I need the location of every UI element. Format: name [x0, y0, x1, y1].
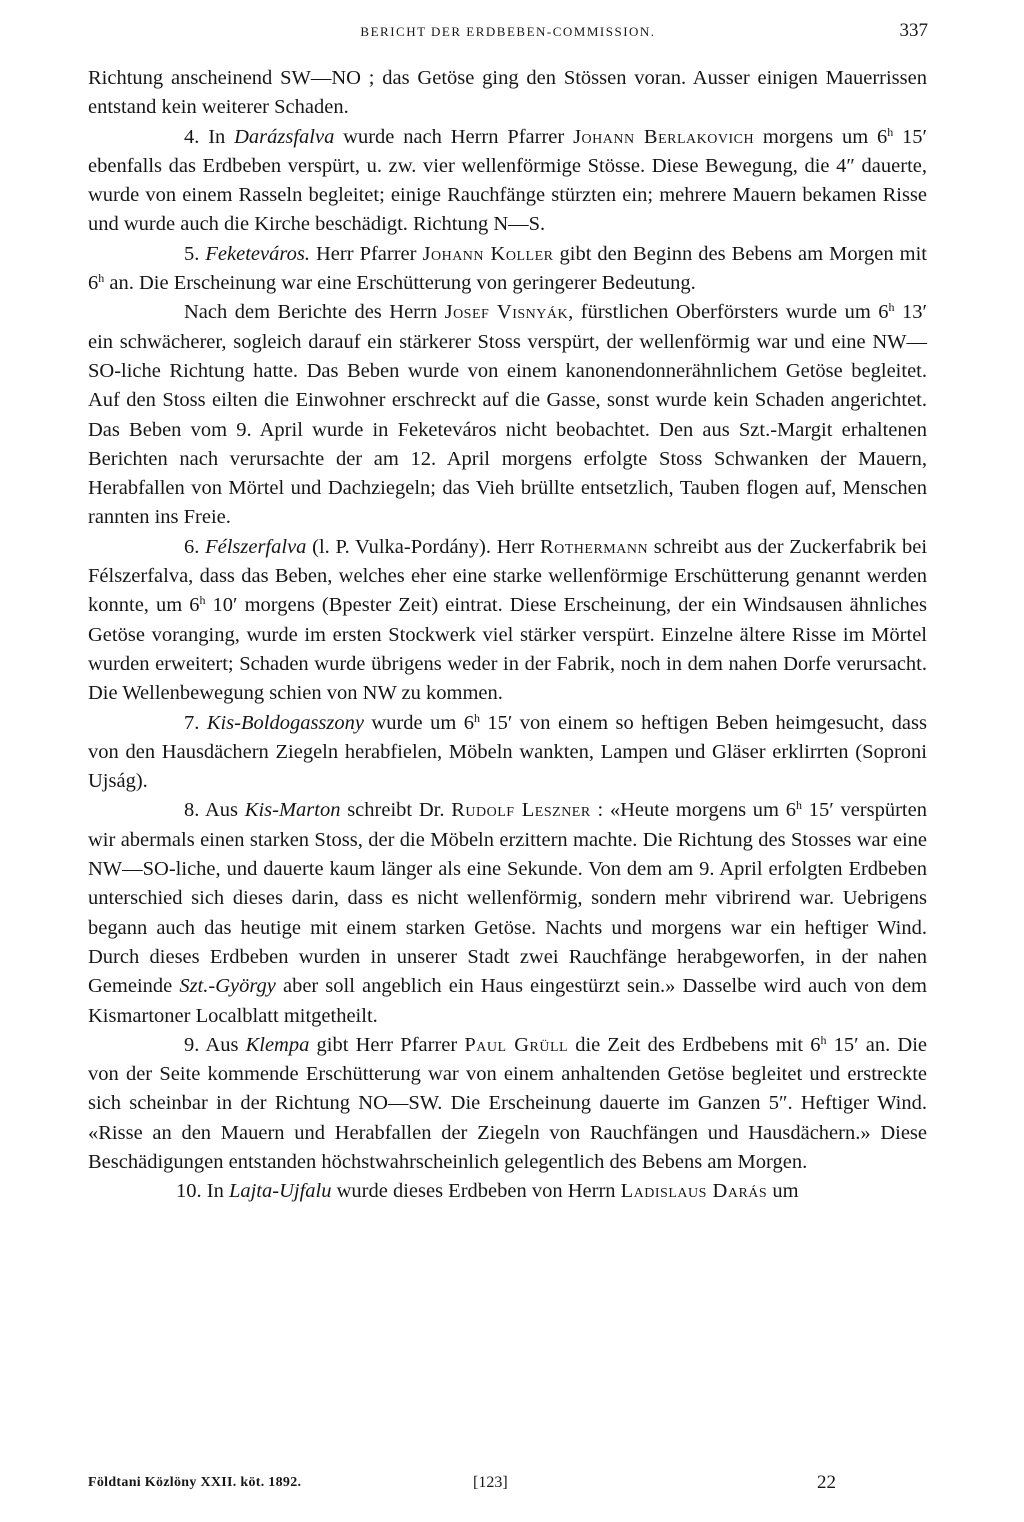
hour-superscript: h [473, 710, 480, 725]
paragraph-5-continued [88, 298, 927, 532]
running-title: BERICHT DER ERDBEBEN-COMMISSION. [360, 24, 656, 39]
text-run: wurde um 6 [364, 711, 474, 734]
page-header [88, 20, 928, 44]
page-footer [88, 1472, 928, 1500]
paragraph-continuation [88, 64, 927, 123]
text-run: die Zeit des Erdbebens mit 6 [568, 1033, 821, 1056]
sheet-number: [123] [473, 1474, 508, 1491]
paragraph-9 [88, 1031, 927, 1177]
item-number: 7. [184, 711, 207, 734]
place-name: Kis-Boldogasszony [206, 711, 364, 734]
body-text [88, 64, 927, 1207]
person-name: Paul Grüll [464, 1033, 569, 1056]
paragraph-5 [88, 240, 927, 299]
place-name: Kis-Marton [244, 799, 341, 822]
item-number: 10. In [176, 1180, 229, 1203]
text-run: 10′ morgens (Bpester Zeit) eintrat. Diese Erscheinung, der ein Windsausen ähnliches Getöse voranging, wurde im ersten Stockwerk viel stärker verspürt. Einzelne ältere Risse im Mörtel wurden erweitert; Schaden wurde übrigens weder in der Fabrik, noch in dem nahen Dorfe verursacht. Die Wellenbewegung schien von NW zu kommen. [88, 594, 927, 705]
text-run: Herr Pfarrer [309, 242, 423, 265]
journal-citation: Földtani Közlöny XXII. köt. 1892. [88, 1475, 302, 1490]
text-run: , fürstlichen Oberförsters wurde um 6 [568, 301, 889, 324]
hour-superscript: h [795, 798, 802, 813]
text-run: 13′ ein schwächerer, sogleich darauf ein stärkerer Stoss verspürt, der wellenförmig war und eine NW—SO-liche Richtung hatte. Das Beben wurde von einem kanonendonnerähnlichem Getöse begleitet. Auf den Stoss eilten die Einwohner erschreckt auf die Gasse, sonst wurde kein Schaden angerichtet. Das Beben vom 9. April wurde in Feketeváros nicht beobachtet. Den aus Szt.-Margit erhaltenen Berichten nach verursachte der am 12. April morgens erfolgte Stoss Schwanken der Mauern, Herabfallen von Mörtel und Dachziegeln; das Vieh brüllte entsetzlich, Tauben flogen auf, Menschen rannten ins Freie. [88, 301, 927, 529]
item-number: 5. [184, 242, 206, 265]
paragraph-8 [88, 796, 927, 1030]
item-number: 9. Aus [184, 1033, 246, 1056]
text-run: aber soll angeblich ein Haus eingestürzt sein.» Dasselbe wird auch von dem Kismartoner Localblatt mitgetheilt. [88, 975, 927, 1027]
text-run: wurde dieses Erdbeben von Herrn [331, 1180, 621, 1203]
item-number: 6. [184, 535, 206, 558]
place-name: Darázsfalva [234, 125, 335, 148]
person-name: Rothermann [539, 535, 649, 558]
text-run: 15′ verspürten wir abermals einen starken Stoss, der die Möbeln erzittern machte. Die Richtung des Stosses war eine NW—SO-liche, und dauerte kaum länger als eine Sekunde. Von dem am 9. April erfolgten Erdbeben unterschied sich dieses darin, dass es nicht wellenförmig, sondern mehr vibrirend war. Uebrigens begann auch das heutige mit einem starken Getöse. Nachts und morgens war ein heftiger Wind. Durch dieses Erdbeben wurden in unserer Stadt zwei Rauchfänge herabgeworfen, in der nahen Gemeinde [88, 799, 927, 998]
text-run: gibt Herr Pfarrer [309, 1033, 465, 1056]
text-run: an. Die Erscheinung war eine Erschütterung von geringerer Bedeutung. [104, 272, 696, 295]
place-name: Lajta-Ujfalu [228, 1180, 332, 1203]
paragraph-7 [88, 709, 927, 797]
hour-superscript: h [199, 593, 206, 608]
text-run: : «Heute morgens um 6 [590, 799, 796, 822]
place-name: Félszerfalva [205, 535, 307, 558]
person-name: Ladislaus Darás [620, 1180, 768, 1203]
hour-superscript: h [98, 271, 105, 286]
text-run: wurde nach Herrn Pfarrer [334, 125, 574, 148]
text-run: schreibt aus der Zuckerfabrik bei Félszerfalva, dass das Beben, welches eher eine starke wellenförmige Erschütterung genannt werden konnte, um 6 [88, 535, 928, 617]
paragraph-6 [88, 533, 927, 709]
place-name: Szt.-György [179, 975, 276, 998]
paragraph-text: Richtung anscheinend SW—NO ; das Getöse ging den Stössen voran. Ausser einigen Mauerrissen entstand kein weiterer Schaden. [88, 67, 927, 119]
page-number: 337 [899, 20, 928, 41]
text-run: (l. P. Vulka-Pordány). Herr [306, 535, 540, 558]
hour-superscript: h [887, 124, 894, 139]
person-name: Rudolf Leszner [451, 799, 591, 822]
person-name: Johann Berlakovich [573, 125, 755, 148]
place-name: Klempa [245, 1033, 310, 1056]
text-run: um [767, 1180, 799, 1203]
item-number: 4. In [184, 125, 235, 148]
text-run: schreibt Dr. [340, 799, 452, 822]
text-run: Nach dem Berichte des Herrn [184, 301, 445, 324]
person-name: Josef Visnyák [444, 301, 569, 324]
hour-superscript: h [820, 1032, 827, 1047]
place-name: Feketeváros. [205, 242, 310, 265]
hour-superscript: h [888, 300, 895, 315]
text-run: morgens um 6 [754, 125, 888, 148]
person-name: Johann Koller [422, 242, 554, 265]
signature-mark: 22 [817, 1472, 836, 1493]
text-run: 15′ von einem so heftigen Beben heimgesucht, dass von den Hausdächern Ziegeln herabfielen, Möbeln wankten, Lampen und Gläser erklirrten (Soproni Ujság). [88, 711, 927, 793]
text-run: 15′ ebenfalls das Erdbeben verspürt, u. zw. vier wellenförmige Stösse. Diese Bewegung, die 4″ dauerte, wurde von einem Rasseln begleitet; einige Rauchfänge stürzten ein; mehrere Mauern bekamen Risse und wurde auch die Kirche beschädigt. Richtung N—S. [88, 125, 928, 236]
item-number: 8. Aus [184, 799, 245, 822]
paragraph-10 [88, 1177, 927, 1206]
text-run: gibt den Beginn des Bebens am Morgen mit 6 [88, 242, 927, 295]
paragraph-4 [88, 123, 927, 240]
text-run: 15′ an. Die von der Seite kommende Erschütterung war von einem anhaltenden Getöse begleitet und erstreckte sich scheinbar in der Richtung NO—SW. Die Erscheinung dauerte im Ganzen 5″. Heftiger Wind. «Risse an den Mauern und Herabfallen der Ziegeln von Rauchfängen und Hausdächern.» Diese Beschädigungen entstanden höchstwahrscheinlich gelegentlich des Bebens am Morgen. [88, 1033, 928, 1173]
